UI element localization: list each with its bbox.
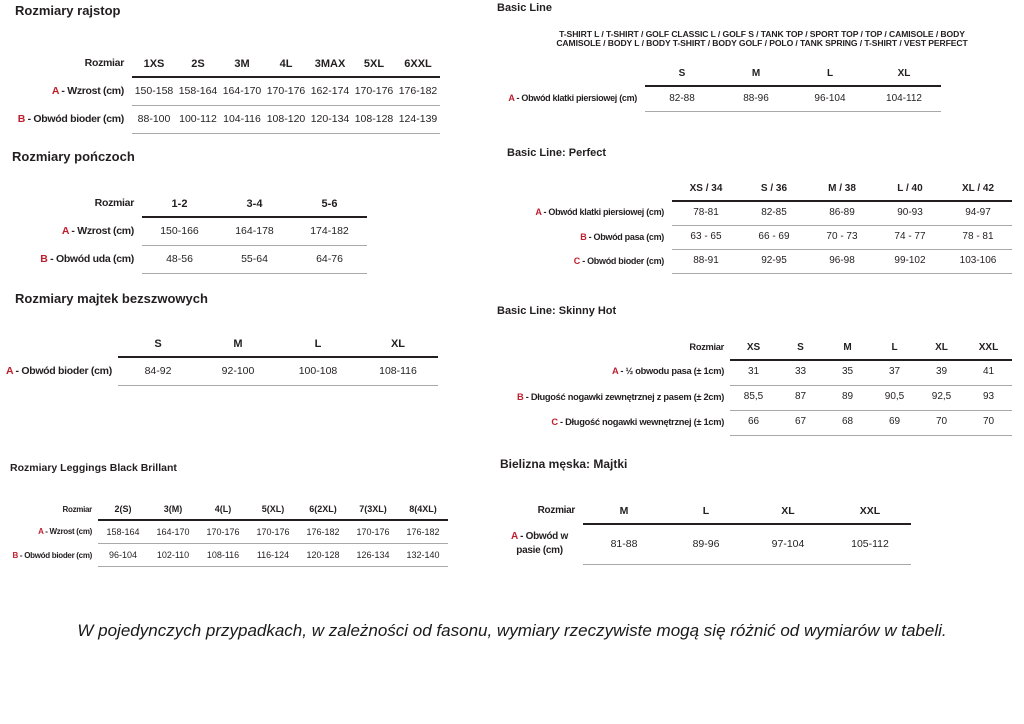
size-cell: 90,5 [871,386,918,411]
header-row [500,498,911,524]
section-title: Rozmiary majtek bezszwowych [15,291,208,306]
corner-label: Rozmiar [689,342,724,352]
column-header: XL [747,498,829,524]
column-header: XS [730,337,777,360]
row-label: A - Obwód klatki piersiowej (cm) [535,207,664,218]
table-container [497,337,1012,436]
column-header: 3(M) [148,499,198,520]
corner-label [500,68,645,86]
size-cell: 41 [965,360,1012,386]
size-cell: 89-96 [665,524,747,564]
column-header: XL [867,68,941,86]
table-row [10,544,448,567]
row-label: B - Długość nogawki zewnętrznej z pasem (± 2cm) [517,391,724,402]
row-letter: A [612,366,619,377]
column-header: XL / 42 [944,183,1012,201]
column-header: 1-2 [142,190,217,217]
size-table [500,68,941,112]
size-cell: 96-98 [808,250,876,274]
column-header: XXL [965,337,1012,360]
column-header: 2S [176,50,220,77]
size-cell: 33 [777,360,824,386]
size-cell: 66 - 69 [740,226,808,250]
header-row [507,183,1012,201]
column-header: S / 36 [740,183,808,201]
table-row [15,77,440,106]
size-table [507,183,1012,274]
size-cell: 88-96 [719,86,793,112]
row-label: A - Wzrost (cm) [61,224,134,237]
size-cell: 96-104 [793,86,867,112]
column-header: XS / 34 [672,183,740,201]
size-cell: 78-81 [672,201,740,226]
size-cell: 99-102 [876,250,944,274]
size-cell: 126-134 [348,544,398,567]
corner-label: Rozmiar [62,505,92,514]
column-header: 3M [220,50,264,77]
size-cell: 170-176 [248,520,298,544]
size-cell: 164-170 [148,520,198,544]
table-row [10,520,448,544]
size-cell: 92-95 [740,250,808,274]
section-title: Basic Line: Perfect [507,147,607,159]
size-cell: 176-182 [396,77,440,106]
size-table [500,498,911,565]
column-header: 5-6 [292,190,367,217]
section-basic-line-skinny-hot [497,305,1012,436]
table-row [507,201,1012,226]
column-header: 4L [264,50,308,77]
size-cell: 104-112 [867,86,941,112]
column-header: S [118,338,198,357]
size-table [12,190,367,274]
size-cell: 92-100 [198,357,278,386]
row-label: A - Obwód klatki piersiowej (cm) [508,93,637,104]
row-letter: A [51,84,59,97]
table-container [15,50,440,134]
size-cell: 92,5 [918,386,965,411]
size-cell: 158-164 [98,520,148,544]
corner-label [507,183,672,201]
column-header: M [824,337,871,360]
row-letter: C [551,416,558,427]
size-cell: 69 [871,411,918,436]
size-cell: 132-140 [398,544,448,567]
size-cell: 170-176 [352,77,396,106]
table-row [500,86,941,112]
column-header: XXL [829,498,911,524]
row-letter: A [511,531,518,542]
size-cell: 100-112 [176,106,220,134]
table-row [507,250,1012,274]
section-title: Rozmiary pończoch [12,149,135,164]
column-header: 2(S) [98,499,148,520]
row-letter: B [40,253,48,265]
size-cell: 100-108 [278,357,358,386]
corner-label: Rozmiar [84,57,124,69]
size-cell: 150-166 [142,217,217,246]
column-header: 5(XL) [248,499,298,520]
row-letter: A [61,224,69,237]
size-cell: 176-182 [398,520,448,544]
size-cell: 108-116 [198,544,248,567]
size-cell: 90-93 [876,201,944,226]
row-label: B - Obwód bioder (cm) [12,550,92,560]
size-cell: 88-91 [672,250,740,274]
row-letter: A [535,207,542,218]
size-cell: 87 [777,386,824,411]
size-cell: 170-176 [348,520,398,544]
table-row [497,386,1012,411]
size-cell: 68 [824,411,871,436]
table-row [12,246,367,274]
column-header: M / 38 [808,183,876,201]
size-cell: 174-182 [292,217,367,246]
column-header: L [665,498,747,524]
table-container [497,68,1022,112]
size-cell: 70 - 73 [808,226,876,250]
size-cell: 158-164 [176,77,220,106]
size-cell: 74 - 77 [876,226,944,250]
section-title: Rozmiary rajstop [15,3,121,18]
size-cell: 88-100 [132,106,176,134]
table-row [497,360,1012,386]
product-list [502,30,1022,48]
size-cell: 86-89 [808,201,876,226]
header-row [10,499,448,520]
table-row [507,226,1012,250]
size-cell: 124-139 [396,106,440,134]
size-cell: 35 [824,360,871,386]
row-label: C - Obwód bioder (cm) [573,255,664,266]
size-cell: 67 [777,411,824,436]
size-cell: 82-85 [740,201,808,226]
section-title: Bielizna męska: Majtki [500,457,628,471]
size-cell: 55-64 [217,246,292,274]
column-header: 4(L) [198,499,248,520]
header-row [500,68,941,86]
column-header: 1XS [132,50,176,77]
section-rozmiary-majtek-bezszwowych [6,291,438,386]
size-cell: 84-92 [118,357,198,386]
column-header: 5XL [352,50,396,77]
column-header: 8(4XL) [398,499,448,520]
size-cell: 102-110 [148,544,198,567]
size-cell: 162-174 [308,77,352,106]
size-cell: 108-120 [264,106,308,134]
size-cell: 120-134 [308,106,352,134]
product-list-line: T-SHIRT L / T-SHIRT / GOLF CLASSIC L / GOLF S / TANK TOP / SPORT TOP / TOP / CAMISOLE / BODY [559,29,965,39]
corner-label [6,338,118,357]
column-header: 3-4 [217,190,292,217]
size-cell: 31 [730,360,777,386]
size-cell: 170-176 [198,520,248,544]
row-letter: C [573,255,580,266]
size-cell: 82-88 [645,86,719,112]
row-letter: B [517,391,524,402]
row-label: A - ½ obwodu pasa (± 1cm) [612,366,724,377]
section-rozmiary-leggings-black-brillant [10,462,448,567]
size-cell: 176-182 [298,520,348,544]
header-row [15,50,440,77]
size-cell: 70 [965,411,1012,436]
size-cell: 66 [730,411,777,436]
size-table [497,337,1012,436]
column-header: M [719,68,793,86]
size-table [15,50,440,134]
table-container [10,499,448,567]
size-cell: 93 [965,386,1012,411]
table-container [507,183,1012,274]
row-letter: B [17,113,25,125]
size-cell: 89 [824,386,871,411]
table-container [6,338,438,386]
column-header: L [793,68,867,86]
corner-label: Rozmiar [94,197,134,209]
column-header: S [645,68,719,86]
row-letter: A [38,527,44,537]
size-cell: 78 - 81 [944,226,1012,250]
column-header: 6XXL [396,50,440,77]
column-header: M [583,498,665,524]
row-letter: A [508,93,515,104]
section-title: Basic Line: Skinny Hot [497,305,617,317]
header-row [12,190,367,217]
size-cell: 97-104 [747,524,829,564]
size-cell: 81-88 [583,524,665,564]
size-cell: 164-170 [220,77,264,106]
corner-label: Rozmiar [537,505,575,516]
row-letter: B [580,231,587,242]
size-cell: 85,5 [730,386,777,411]
footnote-text: W pojedynczych przypadkach, w zależności od fasonu, wymiary rzeczywiste mogą się różnić od wymiarów w tabeli. [77,621,947,640]
size-cell: 103-106 [944,250,1012,274]
header-row [497,337,1012,360]
row-label: A - Obwód w pasie (cm) [511,531,568,556]
row-label: A - Wzrost (cm) [38,527,92,537]
size-cell: 39 [918,360,965,386]
size-cell: 108-116 [358,357,438,386]
size-cell: 170-176 [264,77,308,106]
row-label: B - Obwód pasa (cm) [580,231,664,242]
row-letter: B [12,550,18,560]
section-bielizna-meska-majtki [500,457,911,565]
column-header: S [777,337,824,360]
table-row [12,217,367,246]
size-cell: 105-112 [829,524,911,564]
size-cell: 150-158 [132,77,176,106]
size-cell: 48-56 [142,246,217,274]
column-header: 3MAX [308,50,352,77]
product-list-line: CAMISOLE / BODY L / BODY T-SHIRT / BODY GOLF / POLO / TANK SPRING / T-SHIRT / VEST PERFECT [556,38,968,48]
row-label: C - Długość nogawki wewnętrznej (± 1cm) [551,416,724,427]
header-row [6,338,438,357]
row-label: A - Obwód bioder (cm) [6,364,112,377]
size-cell: 164-178 [217,217,292,246]
size-cell: 116-124 [248,544,298,567]
column-header: 7(3XL) [348,499,398,520]
row-label: A - Wzrost (cm) [51,84,124,97]
size-cell: 108-128 [352,106,396,134]
column-header: L [278,338,358,357]
row-label: B - Obwód uda (cm) [40,253,134,265]
table-container [500,498,911,565]
section-title: Basic Line [497,2,553,14]
size-cell: 104-116 [220,106,264,134]
size-cell: 120-128 [298,544,348,567]
size-cell: 70 [918,411,965,436]
table-row [15,106,440,134]
size-cell: 94-97 [944,201,1012,226]
section-basic-line [497,2,1022,112]
size-table [6,338,438,386]
table-row [500,524,911,564]
section-basic-line-perfect [507,147,1012,274]
section-rozmiary-rajstop [15,3,440,134]
size-cell: 37 [871,360,918,386]
column-header: M [198,338,278,357]
column-header: L [871,337,918,360]
size-cell: 64-76 [292,246,367,274]
table-row [6,357,438,386]
table-container [12,190,367,274]
section-rozmiary-ponczoch [12,149,367,274]
column-header: 6(2XL) [298,499,348,520]
section-title: Rozmiary Leggings Black Brillant [10,462,177,474]
column-header: XL [918,337,965,360]
row-label: B - Obwód bioder (cm) [17,113,124,125]
column-header: L / 40 [876,183,944,201]
row-letter: A [6,364,13,377]
size-table [10,499,448,567]
table-row [497,411,1012,436]
size-cell: 63 - 65 [672,226,740,250]
column-header: XL [358,338,438,357]
size-cell: 96-104 [98,544,148,567]
